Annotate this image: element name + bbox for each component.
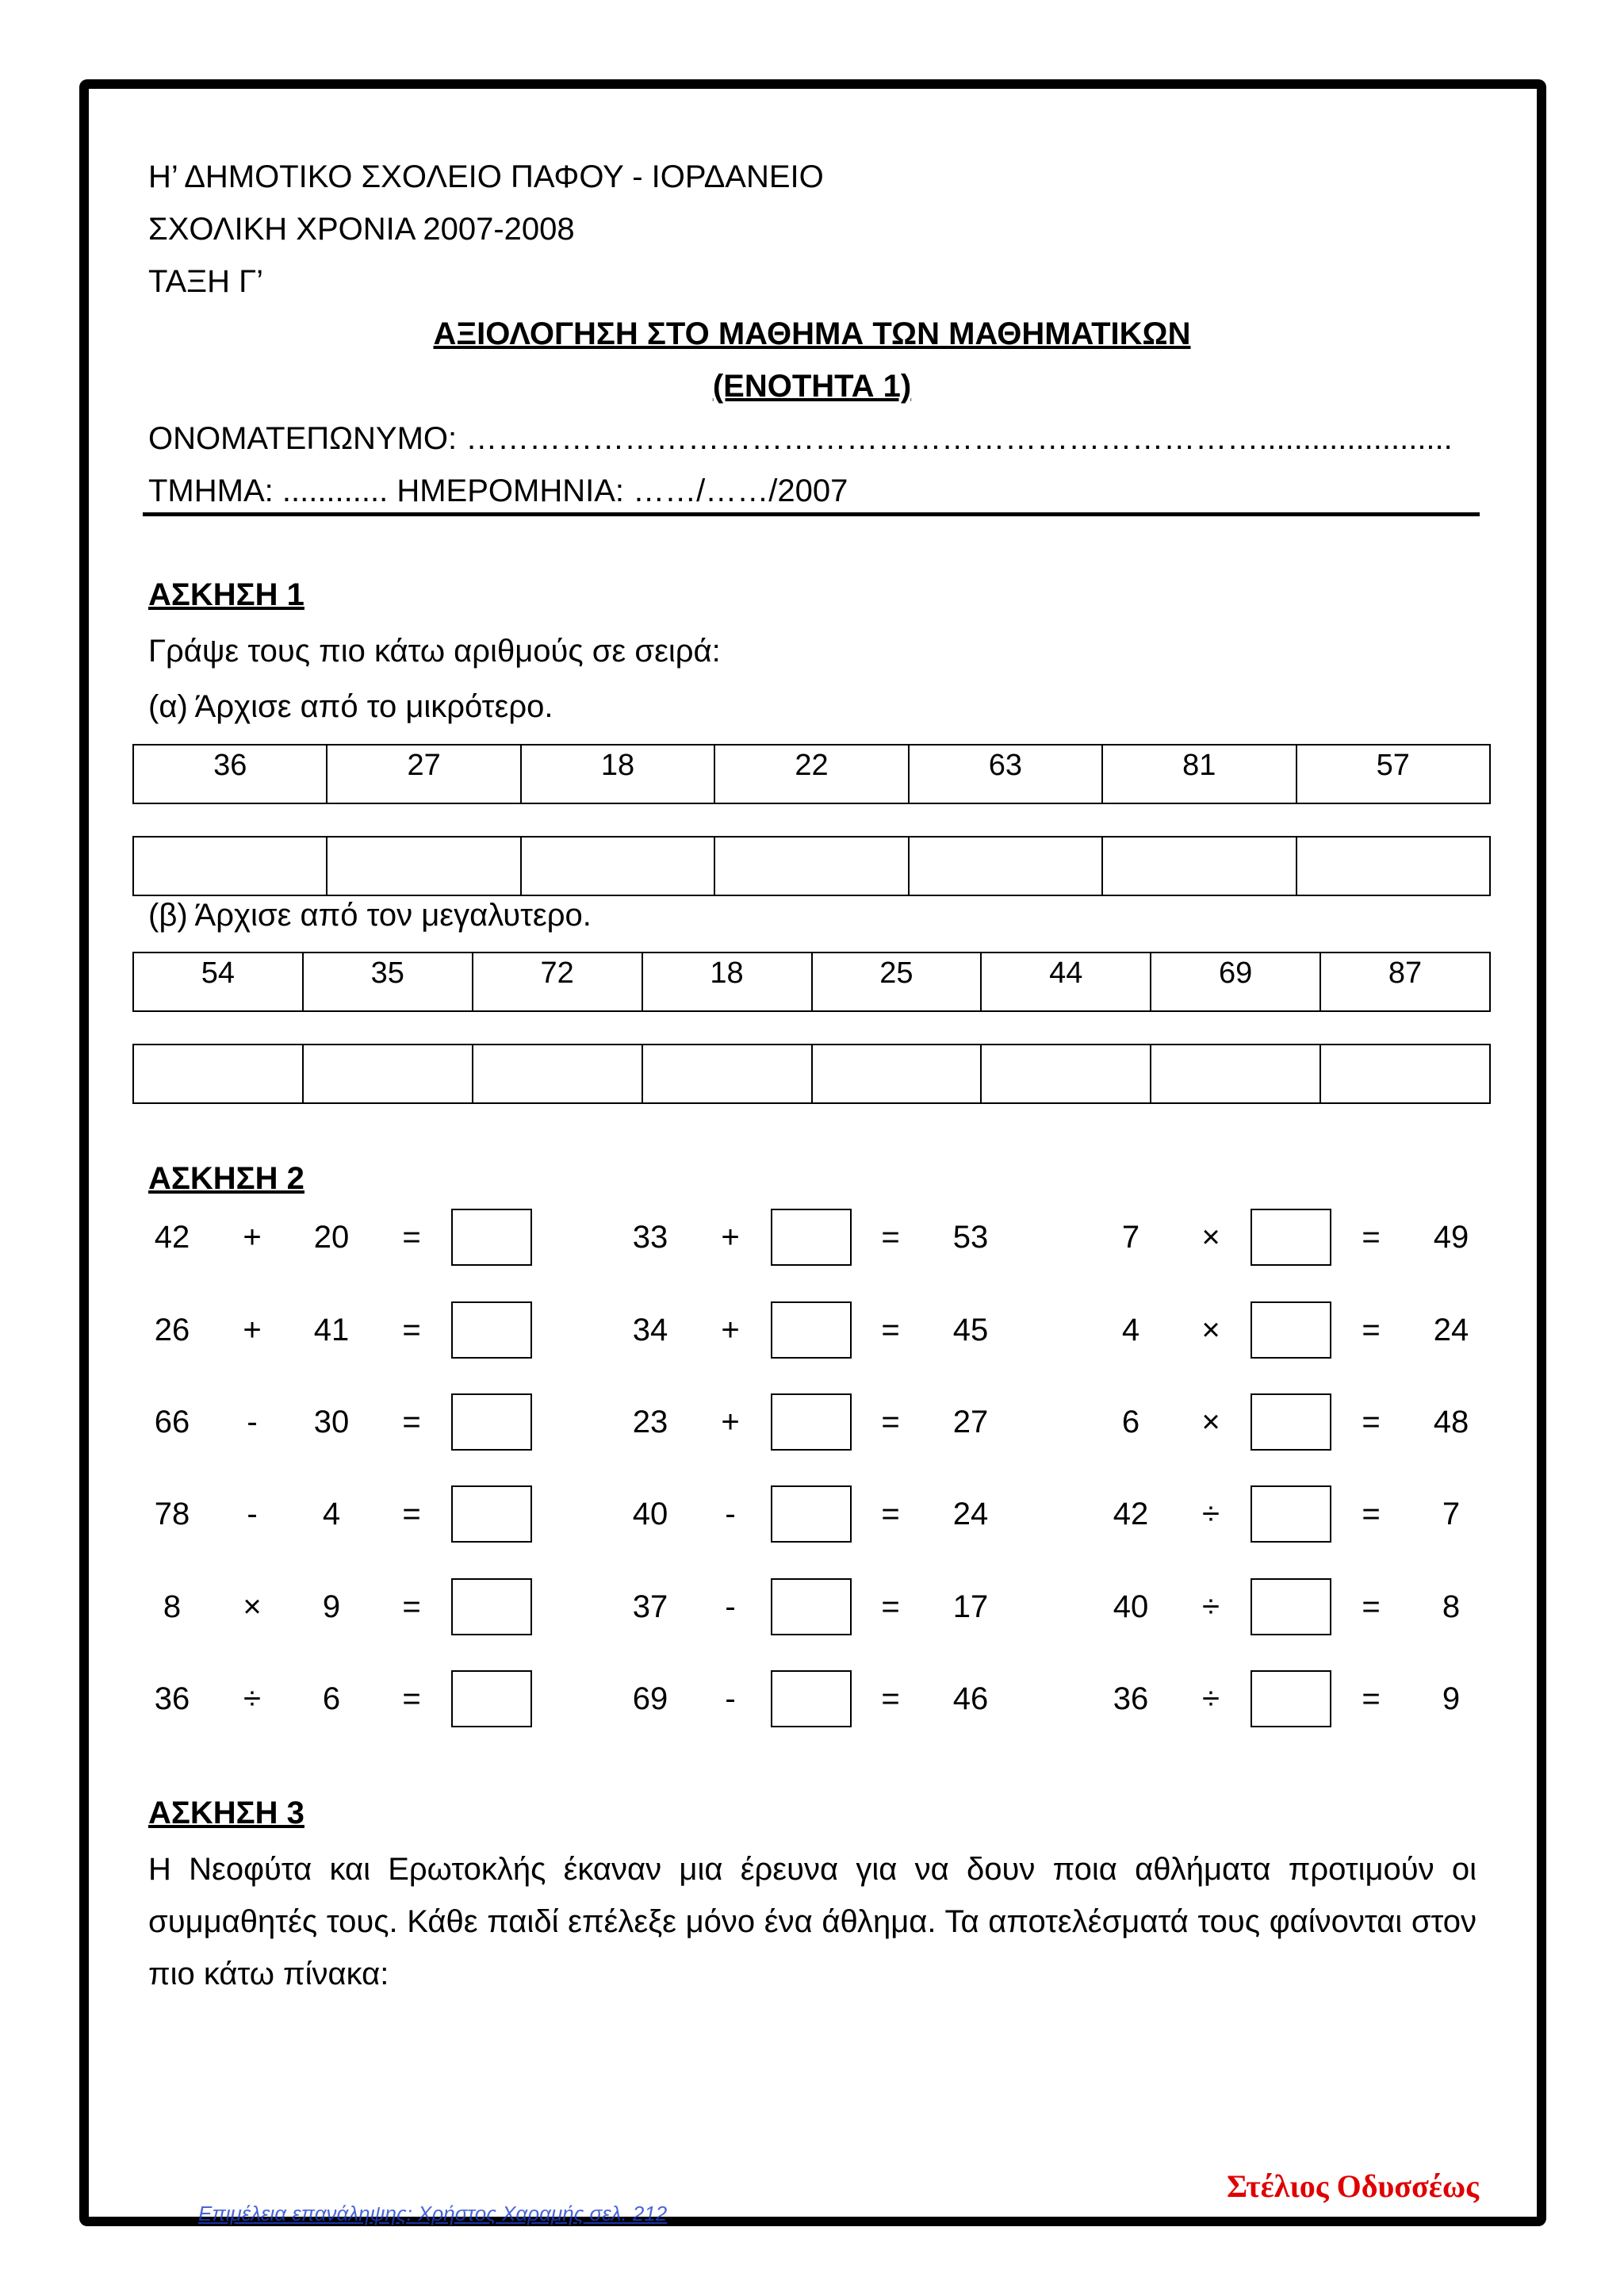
name-field-line: ΟΝΟΜΑΤΕΠΩΝΥΜΟ: …………………………………………………………………...................... bbox=[148, 421, 1453, 456]
operand: 30 bbox=[313, 1405, 350, 1439]
answer-box[interactable] bbox=[451, 1301, 532, 1359]
operator: + bbox=[721, 1220, 740, 1255]
operand: 41 bbox=[313, 1313, 350, 1347]
answer-a-table bbox=[132, 836, 1491, 896]
operand: 33 bbox=[632, 1220, 668, 1255]
answer-b-table bbox=[132, 1044, 1491, 1104]
equals-sign: = bbox=[402, 1313, 421, 1347]
operand: 20 bbox=[313, 1220, 350, 1255]
number-cell: 87 bbox=[1320, 953, 1490, 1011]
numbers-a-table bbox=[132, 744, 1491, 804]
number-cell: 72 bbox=[473, 953, 642, 1011]
school-name: Η’ ΔΗΜΟΤΙΚΟ ΣΧΟΛΕΙΟ ΠΑΦΟΥ - ΙΟΡΔΑΝΕΙΟ bbox=[148, 159, 824, 194]
number-cell: 81 bbox=[1102, 745, 1296, 803]
answer-box[interactable] bbox=[1251, 1485, 1331, 1543]
answer-cell[interactable] bbox=[1320, 1045, 1490, 1103]
operator: - bbox=[247, 1497, 258, 1531]
operator: + bbox=[721, 1405, 740, 1439]
answer-box[interactable] bbox=[1251, 1301, 1331, 1359]
footer-credit: Επιμέλεια επανάληψης: Χρήστος Χαραμής σελ. 212 bbox=[198, 2202, 668, 2225]
number-cell: 36 bbox=[133, 745, 327, 803]
result: 17 bbox=[952, 1589, 989, 1624]
answer-cell[interactable] bbox=[909, 837, 1102, 895]
answer-cell[interactable] bbox=[473, 1045, 642, 1103]
answer-box[interactable] bbox=[771, 1301, 852, 1359]
operator: ÷ bbox=[1202, 1589, 1220, 1624]
exercise-2-title: ΑΣΚΗΣΗ 2 bbox=[148, 1161, 304, 1196]
operand: 69 bbox=[632, 1681, 668, 1716]
operator: - bbox=[725, 1497, 736, 1531]
operand: 37 bbox=[632, 1589, 668, 1624]
operand: 78 bbox=[154, 1497, 190, 1531]
equals-sign: = bbox=[1362, 1220, 1381, 1255]
operand: 6 bbox=[1121, 1405, 1140, 1439]
operator: - bbox=[725, 1589, 736, 1624]
answer-cell[interactable] bbox=[1151, 1045, 1320, 1103]
result: 8 bbox=[1442, 1589, 1461, 1624]
answer-cell[interactable] bbox=[303, 1045, 473, 1103]
equals-sign: = bbox=[1362, 1589, 1381, 1624]
operator: + bbox=[243, 1313, 262, 1347]
exercise-1-instruction: Γράψε τους πιο κάτω αριθμούς σε σειρά: bbox=[148, 634, 721, 669]
equals-sign: = bbox=[1362, 1497, 1381, 1531]
operator: ÷ bbox=[1202, 1681, 1220, 1716]
result: 9 bbox=[1442, 1681, 1461, 1716]
number-cell: 22 bbox=[714, 745, 908, 803]
operator: × bbox=[243, 1589, 262, 1624]
exercise-3-title: ΑΣΚΗΣΗ 3 bbox=[148, 1796, 304, 1830]
number-cell: 35 bbox=[303, 953, 473, 1011]
operand: 26 bbox=[154, 1313, 190, 1347]
answer-box[interactable] bbox=[771, 1578, 852, 1635]
equals-sign: = bbox=[402, 1405, 421, 1439]
exercise-1-part-b: (β) Άρχισε από τον μεγαλυτερο. bbox=[148, 898, 592, 933]
header-divider bbox=[143, 512, 1480, 516]
number-cell: 63 bbox=[909, 745, 1102, 803]
equals-sign: = bbox=[881, 1313, 900, 1347]
equals-sign: = bbox=[402, 1497, 421, 1531]
result: 27 bbox=[952, 1405, 989, 1439]
result: 24 bbox=[1433, 1313, 1469, 1347]
operand: 4 bbox=[1121, 1313, 1140, 1347]
operand: 42 bbox=[1113, 1497, 1149, 1531]
operator: × bbox=[1201, 1220, 1220, 1255]
school-year: ΣΧΟΛΙΚΗ ΧΡΟΝΙΑ 2007-2008 bbox=[148, 212, 575, 247]
result: 7 bbox=[1442, 1497, 1461, 1531]
operator: ÷ bbox=[1202, 1497, 1220, 1531]
operand: 9 bbox=[322, 1589, 341, 1624]
equals-sign: = bbox=[1362, 1313, 1381, 1347]
operand: 40 bbox=[632, 1497, 668, 1531]
operator: + bbox=[243, 1220, 262, 1255]
operator: × bbox=[1201, 1405, 1220, 1439]
operand: 34 bbox=[632, 1313, 668, 1347]
number-cell: 18 bbox=[642, 953, 812, 1011]
equals-sign: = bbox=[881, 1220, 900, 1255]
answer-cell[interactable] bbox=[981, 1045, 1151, 1103]
answer-box[interactable] bbox=[1251, 1393, 1331, 1451]
answer-box[interactable] bbox=[451, 1485, 532, 1543]
equals-sign: = bbox=[881, 1681, 900, 1716]
number-cell: 44 bbox=[981, 953, 1151, 1011]
answer-cell[interactable] bbox=[812, 1045, 982, 1103]
answer-box[interactable] bbox=[1251, 1209, 1331, 1266]
operand: 7 bbox=[1121, 1220, 1140, 1255]
answer-box[interactable] bbox=[451, 1393, 532, 1451]
number-cell: 57 bbox=[1297, 745, 1490, 803]
operand: 36 bbox=[154, 1681, 190, 1716]
equals-sign: = bbox=[402, 1589, 421, 1624]
operand: 36 bbox=[1113, 1681, 1149, 1716]
answer-box[interactable] bbox=[771, 1670, 852, 1727]
operator: - bbox=[725, 1681, 736, 1716]
equals-sign: = bbox=[1362, 1681, 1381, 1716]
answer-box[interactable] bbox=[1251, 1578, 1331, 1635]
exercise-1-part-a: (α) Άρχισε από το μικρότερο. bbox=[148, 689, 553, 724]
result: 24 bbox=[952, 1497, 989, 1531]
author-signature: Στέλιος Οδυσσέως bbox=[1226, 2168, 1479, 2204]
numbers-b-table bbox=[132, 952, 1491, 1012]
operand: 4 bbox=[322, 1497, 341, 1531]
result: 46 bbox=[952, 1681, 989, 1716]
section-date-line: ΤΜΗΜΑ: ............ ΗΜΕΡΟΜΗΝΙΑ: ……/……/2007 bbox=[148, 473, 848, 508]
number-cell: 18 bbox=[521, 745, 714, 803]
equals-sign: = bbox=[402, 1681, 421, 1716]
result: 45 bbox=[952, 1313, 989, 1347]
answer-box[interactable] bbox=[771, 1393, 852, 1451]
operator: × bbox=[1201, 1313, 1220, 1347]
numbers-a-row bbox=[133, 745, 1490, 803]
answer-cell[interactable] bbox=[642, 1045, 812, 1103]
answer-cell[interactable] bbox=[521, 837, 714, 895]
answer-box[interactable] bbox=[771, 1209, 852, 1266]
numbers-b-row bbox=[133, 953, 1490, 1011]
equals-sign: = bbox=[402, 1220, 421, 1255]
answer-box[interactable] bbox=[451, 1670, 532, 1727]
operand: 40 bbox=[1113, 1589, 1149, 1624]
answer-cell[interactable] bbox=[133, 1045, 303, 1103]
equals-sign: = bbox=[881, 1497, 900, 1531]
operand: 42 bbox=[154, 1220, 190, 1255]
exercise-3-text: Η Νεοφύτα και Ερωτοκλής έκαναν μια έρευνα για να δουν ποια αθλήματα προτιμούν οι συμμαθητές τους. Κάθε παιδί επέλεξε μόνο ένα άθλημα. Τα αποτελέσματά τους φαίνονται στον πιο κάτω πίνακα: bbox=[148, 1852, 1477, 1991]
answer-cell[interactable] bbox=[1102, 837, 1296, 895]
equals-sign: = bbox=[881, 1405, 900, 1439]
operator: + bbox=[721, 1313, 740, 1347]
number-cell: 54 bbox=[133, 953, 303, 1011]
operand: 23 bbox=[632, 1405, 668, 1439]
equals-sign: = bbox=[1362, 1405, 1381, 1439]
document-title: ΑΞΙΟΛΟΓΗΣΗ ΣΤΟ ΜΑΘΗΜΑ ΤΩΝ ΜΑΘΗΜΑΤΙΚΩΝ bbox=[433, 316, 1191, 351]
number-cell: 25 bbox=[812, 953, 982, 1011]
unit-title: (ΕΝΟΤΗΤΑ 1) bbox=[712, 369, 912, 404]
number-cell: 27 bbox=[327, 745, 520, 803]
result: 49 bbox=[1433, 1220, 1469, 1255]
answer-box[interactable] bbox=[771, 1485, 852, 1543]
operand: 6 bbox=[322, 1681, 341, 1716]
operand: 66 bbox=[154, 1405, 190, 1439]
answer-cell[interactable] bbox=[327, 837, 520, 895]
class-label: ΤΑΞΗ Γ’ bbox=[148, 264, 264, 299]
answer-cell[interactable] bbox=[714, 837, 908, 895]
number-cell: 69 bbox=[1151, 953, 1320, 1011]
operator: - bbox=[247, 1405, 258, 1439]
answer-box[interactable] bbox=[451, 1209, 532, 1266]
operator: ÷ bbox=[243, 1681, 261, 1716]
result: 53 bbox=[952, 1220, 989, 1255]
equals-sign: = bbox=[881, 1589, 900, 1624]
exercise-1-title: ΑΣΚΗΣΗ 1 bbox=[148, 577, 304, 612]
operand: 8 bbox=[163, 1589, 182, 1624]
answer-box[interactable] bbox=[451, 1578, 532, 1635]
answer-cell[interactable] bbox=[133, 837, 327, 895]
result: 48 bbox=[1433, 1405, 1469, 1439]
answer-cell[interactable] bbox=[1297, 837, 1490, 895]
answer-box[interactable] bbox=[1251, 1670, 1331, 1727]
